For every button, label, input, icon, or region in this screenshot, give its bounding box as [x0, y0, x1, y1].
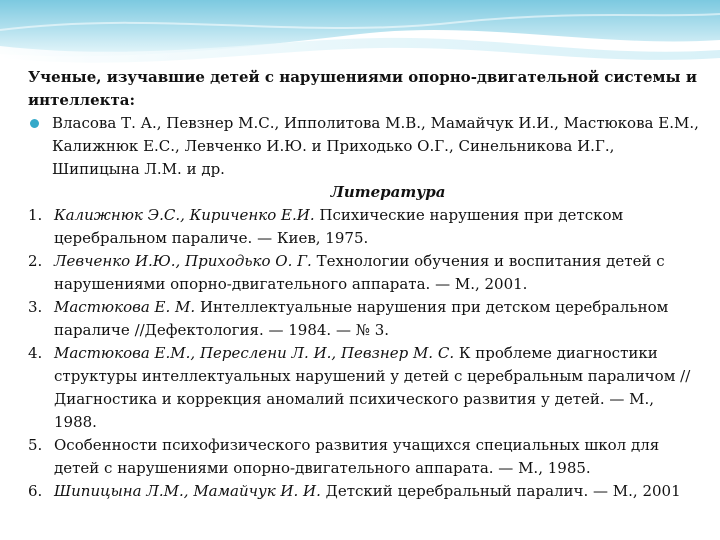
reference-authors: Шипицына Л.М., Мамайчук И. И.: [54, 482, 321, 500]
reference-authors: Мастюкова Е.М., Переслени Л. И., Певзнер М. С.: [54, 344, 455, 362]
reference-number: 6.: [28, 482, 43, 500]
reference-text: К проблеме диагностики структуры интеллектуальных нарушений у детей с церебральным параличом // Диагностика и коррекция аномалий психического развития у детей. — М., 1988.: [54, 344, 691, 431]
reference-item: [28, 342, 700, 434]
reference-number: 3.: [28, 298, 43, 316]
reference-list: [28, 204, 700, 503]
reference-number: 4.: [28, 344, 43, 362]
reference-authors: Мастюкова Е. М.: [54, 298, 196, 316]
literature-title: Литература: [330, 183, 446, 201]
reference-text: Особенности психофизического развития учащихся специальных школ для детей с нарушениями опорно-двигательного аппарата. — М., 1985.: [54, 436, 660, 477]
reference-number: 1.: [28, 206, 43, 224]
reference-authors: Калижнюк Э.С., Кириченко Е.И.: [54, 206, 315, 224]
reference-text: Детский церебральный паралич. — М., 2001: [320, 482, 681, 500]
reference-authors: Левченко И.Ю., Приходько О. Г.: [54, 252, 312, 270]
slide-content: [28, 66, 700, 503]
reference-item: [28, 296, 700, 342]
reference-item: [28, 434, 700, 480]
reference-number: 5.: [28, 436, 43, 454]
reference-text: Технологии обучения и воспитания детей с нарушениями опорно-двигательного аппарата. — М., 2001.: [54, 252, 665, 293]
reference-item: [28, 250, 700, 296]
scientists-names: Власова Т. А., Певзнер М.С., Ипполитова М.В., Мамайчук И.И., Мастюкова Е.М., Калижнюк Е.С., Левченко И.Ю. и Приходько О.Г., Синельникова И.Г., Шипицына Л.М. и др.: [52, 114, 699, 178]
reference-item: [28, 480, 700, 503]
reference-number: 2.: [28, 252, 43, 270]
reference-text: Психические нарушения при детском церебральном параличе. — Киев, 1975.: [54, 206, 624, 247]
bullet-dot-icon: [30, 119, 39, 128]
reference-item: [28, 204, 700, 250]
scientists-heading: Ученые, изучавшие детей с нарушениями опорно-двигательной системы и интеллекта:: [28, 68, 697, 109]
scientists-list-item: [28, 112, 700, 181]
reference-text: Интеллектуальные нарушения при детском церебральном параличе //Дефектология. — 1984. — № 3.: [54, 298, 669, 339]
